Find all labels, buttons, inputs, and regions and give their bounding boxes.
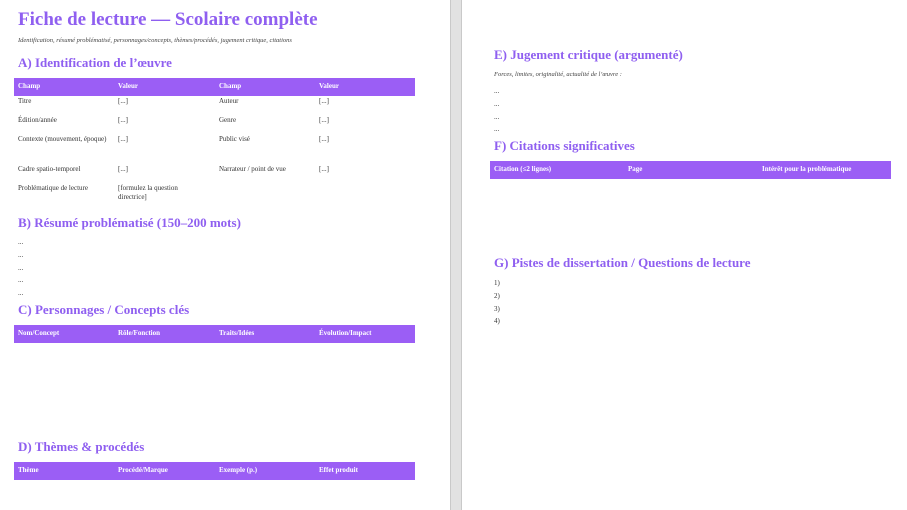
section-c-heading: C) Personnages / Concepts clés [18, 302, 190, 317]
critique-prompt: Forces, limites, originalité, actualité de l’œuvre : [494, 71, 622, 78]
summary-line: ... [18, 250, 24, 259]
header-cell: Thème [18, 466, 39, 474]
header-cell: Valeur [118, 82, 138, 90]
critique-line: ... [494, 125, 500, 134]
section-c-table-header [14, 325, 415, 343]
table-cell: [...] [118, 116, 128, 124]
table-cell: [...] [319, 135, 329, 143]
table-cell: [...] [319, 165, 329, 173]
critique-line: ... [494, 87, 500, 95]
header-cell: Champ [219, 82, 242, 90]
section-b-heading: B) Résumé problématisé (150–200 mots) [18, 215, 241, 230]
summary-line: ... [18, 276, 24, 285]
section-f-heading: F) Citations significatives [494, 138, 635, 153]
table-cell: Cadre spatio-temporel [18, 165, 81, 173]
section-g-heading: G) Pistes de dissertation / Questions de lecture [494, 255, 751, 270]
header-cell: Intérêt pour la problématique [762, 165, 852, 173]
table-cell: [...] [319, 116, 329, 124]
question-item: 2) [494, 291, 500, 300]
critique-line: ... [494, 112, 500, 121]
section-d-table-header [14, 462, 415, 480]
table-cell: Contexte (mouvement, époque) [18, 135, 107, 143]
table-cell: Public visé [219, 135, 250, 143]
table-cell: Genre [219, 116, 237, 124]
section-f-table-header [490, 161, 891, 179]
header-cell: Page [628, 165, 643, 173]
summary-line: ... [18, 289, 24, 298]
table-cell: Narrateur / point de vue [219, 165, 286, 173]
header-cell: Citation (≤2 lignes) [494, 165, 552, 173]
header-cell: Rôle/Fonction [118, 329, 160, 337]
summary-lines [18, 236, 23, 300]
table-cell: [...] [118, 165, 128, 173]
table-cell: Édition/année [18, 116, 57, 124]
table-cell: [...] [118, 97, 128, 105]
header-cell: Procédé/Marque [118, 466, 168, 474]
table-cell: Auteur [219, 97, 239, 105]
critique-lines [494, 85, 499, 136]
page-gutter [450, 0, 462, 510]
header-cell: Champ [18, 82, 41, 90]
header-cell: Valeur [319, 82, 339, 90]
question-item: 3) [494, 304, 500, 313]
document-title: Fiche de lecture — Scolaire complète [18, 9, 318, 30]
document-subtitle: Identification, résumé problématisé, personnages/concepts, thèmes/procédés, jugement critique, citations [18, 37, 292, 44]
page-1 [0, 0, 450, 510]
section-d-heading: D) Thèmes & procédés [18, 439, 145, 454]
page-2 [462, 0, 907, 510]
table-cell: Titre [18, 97, 32, 105]
critique-line: ... [494, 99, 500, 108]
section-e-heading: E) Jugement critique (argumenté) [494, 47, 683, 62]
table-cell: [...] [319, 97, 329, 105]
header-cell: Exemple (p.) [219, 466, 258, 474]
header-cell: Évolution/Impact [319, 329, 372, 337]
section-a-heading: A) Identification de l’œuvre [18, 55, 172, 70]
header-cell: Traits/Idées [219, 329, 255, 337]
table-cell: [...] [118, 135, 128, 143]
question-list [494, 277, 500, 328]
header-cell: Nom/Concept [18, 329, 60, 337]
section-a-table-header [14, 78, 415, 96]
header-cell: Effet produit [319, 466, 358, 474]
summary-line: ... [18, 263, 24, 272]
summary-line: ... [18, 238, 24, 246]
table-cell: Problématique de lecture [18, 184, 88, 192]
question-item: 1) [494, 279, 500, 287]
table-cell: [formulez la question directrice] [118, 184, 178, 202]
question-item: 4) [494, 317, 500, 326]
